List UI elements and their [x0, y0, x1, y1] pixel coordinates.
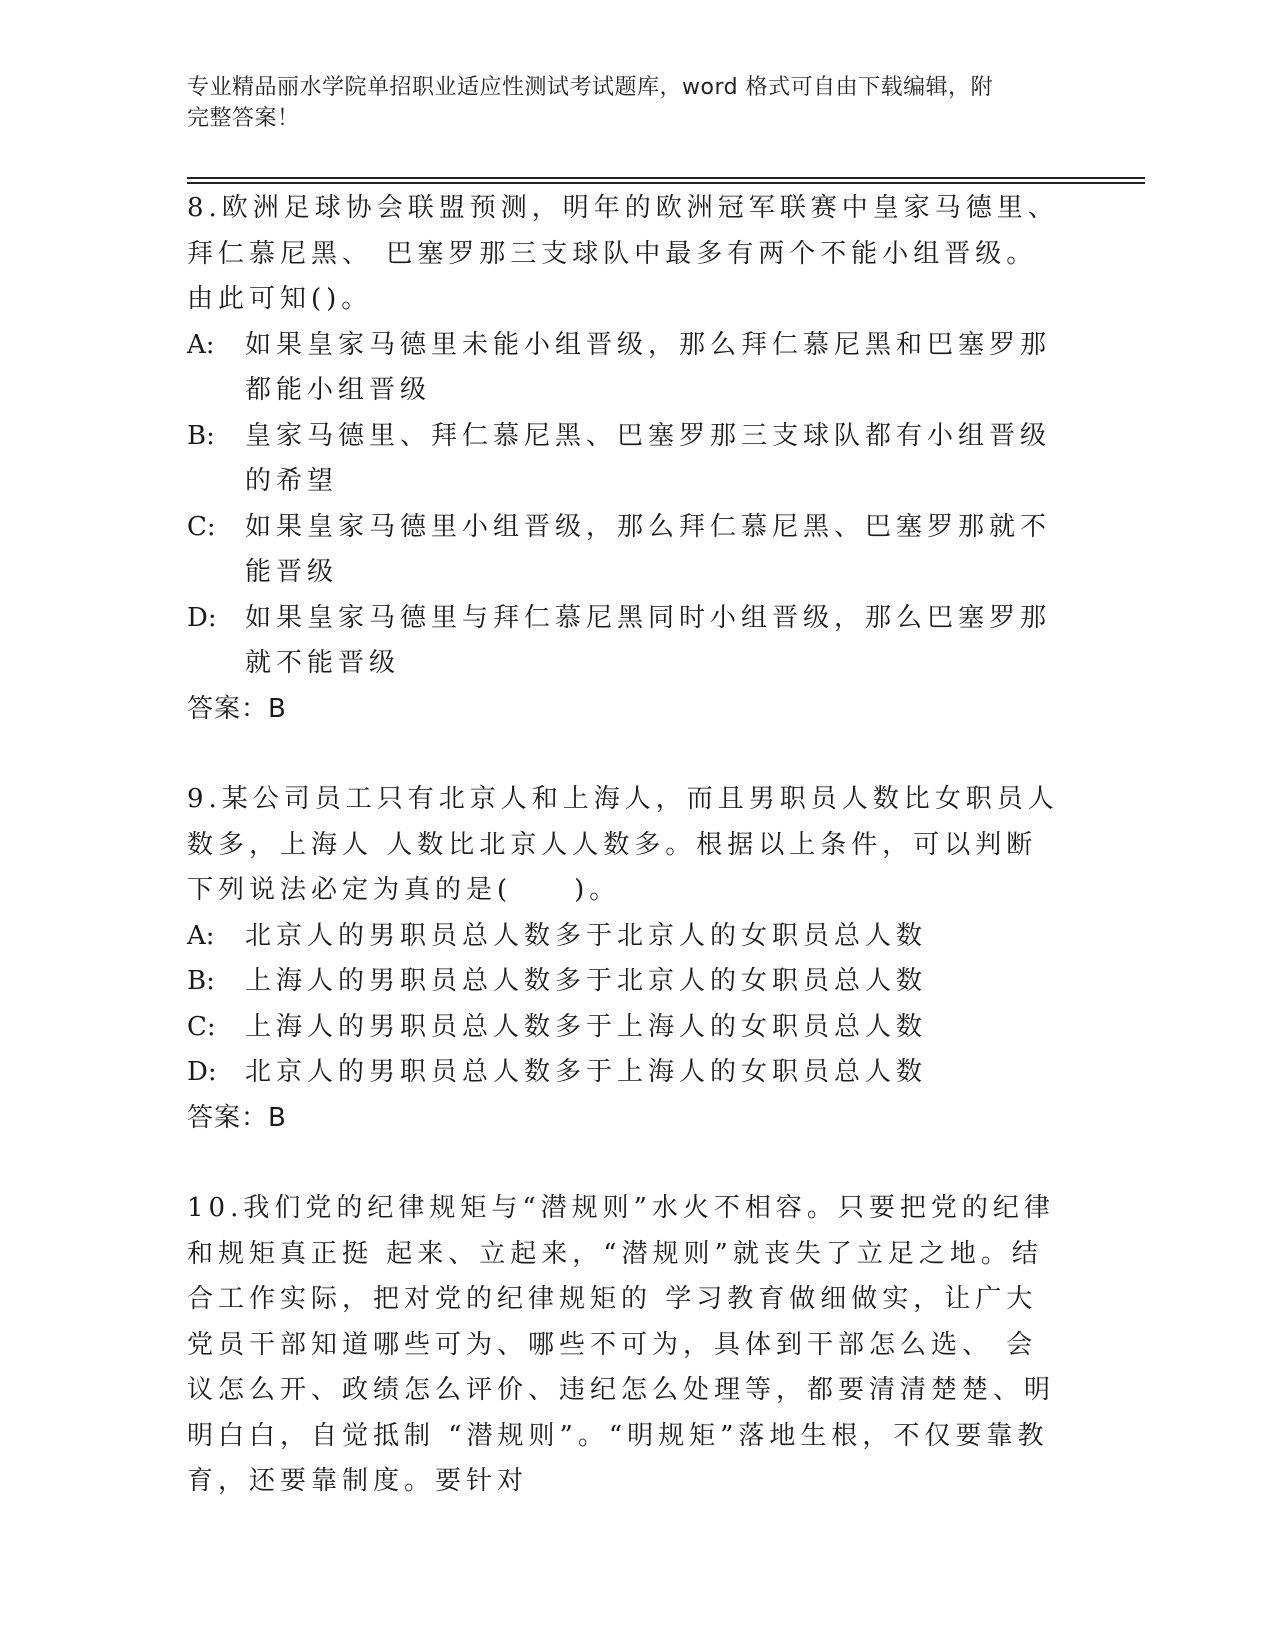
question-8-option-a	[187, 323, 1067, 414]
option-text: 上海人的男职员总人数多于上海人的女职员总人数	[245, 1011, 928, 1042]
question-8	[187, 186, 1067, 732]
question-8-option-c	[187, 505, 1067, 596]
spacer	[187, 1141, 1067, 1186]
header-line-1: 专业精品丽水学院单招职业适应性测试考试题库，word 格式可自由下载编辑，附	[187, 75, 994, 100]
option-key: B:	[187, 966, 215, 996]
question-8-option-d	[187, 596, 1067, 687]
question-8-stem: 8.欧洲足球协会联盟预测，明年的欧洲冠军联赛中皇家马德里、拜仁慕尼黑、 巴塞罗那三支球队中最多有两个不能小组晋级。由此可知()。	[187, 193, 1059, 314]
option-key: D:	[187, 1057, 217, 1087]
question-9-option-a	[187, 914, 1067, 960]
question-10	[187, 1186, 1067, 1505]
option-key: C:	[187, 1011, 216, 1042]
header-line-2: 完整答案！	[187, 106, 300, 131]
question-9-option-c	[187, 1005, 1067, 1051]
question-9-answer: 答案：B	[187, 1102, 287, 1133]
question-10-stem: 10.我们党的纪律规矩与“潜规则”水火不相容。只要把党的纪律和规矩真正挺 起来、立起来，“潜规则”就丧失了立足之地。结合工作实际，把对党的纪律规矩的 学习教育做细做实，让广大党员干部知道哪些可为、哪些不可为，具体到干部怎么选、 会议怎么开、政绩怎么评价、违纪怎么处理等，都要清清楚楚、明明白白，自觉抵制 “潜规则”。“明规矩”落地生根，不仅要靠教育，还要靠制度。要针对	[187, 1193, 1056, 1496]
option-text: 如果皇家马德里与拜仁慕尼黑同时小组晋级，那么巴塞罗那就不能晋级	[245, 602, 1052, 678]
question-9-stem: 9.某公司员工只有北京人和上海人，而且男职员人数比女职员人数多，上海人 人数比北京人人数多。根据以上条件，可以判断下列说法必定为真的是( )。	[187, 784, 1059, 905]
question-8-option-b	[187, 414, 1067, 505]
header-rule-bottom	[187, 182, 1145, 184]
option-text: 上海人的男职员总人数多于北京人的女职员总人数	[245, 966, 928, 996]
question-9-option-d	[187, 1050, 1067, 1096]
question-body	[187, 186, 1067, 1505]
option-text: 北京人的男职员总人数多于上海人的女职员总人数	[245, 1057, 928, 1087]
question-9-option-b	[187, 959, 1067, 1005]
option-key: B:	[187, 420, 215, 451]
page-header	[187, 72, 1067, 134]
option-key: D:	[187, 602, 217, 633]
question-8-answer: 答案：B	[187, 693, 287, 724]
option-key: C:	[187, 511, 216, 542]
spacer	[187, 732, 1067, 777]
option-text: 如果皇家马德里小组晋级，那么拜仁慕尼黑、巴塞罗那就不能晋级	[245, 511, 1052, 587]
option-text: 如果皇家马德里未能小组晋级，那么拜仁慕尼黑和巴塞罗那都能小组晋级	[245, 329, 1052, 405]
option-text: 皇家马德里、拜仁慕尼黑、巴塞罗那三支球队都有小组晋级的希望	[245, 420, 1052, 496]
option-key: A:	[187, 920, 215, 951]
header-rule-top	[187, 177, 1145, 179]
option-text: 北京人的男职员总人数多于北京人的女职员总人数	[245, 920, 928, 951]
option-key: A:	[187, 329, 215, 360]
question-9	[187, 777, 1067, 1141]
